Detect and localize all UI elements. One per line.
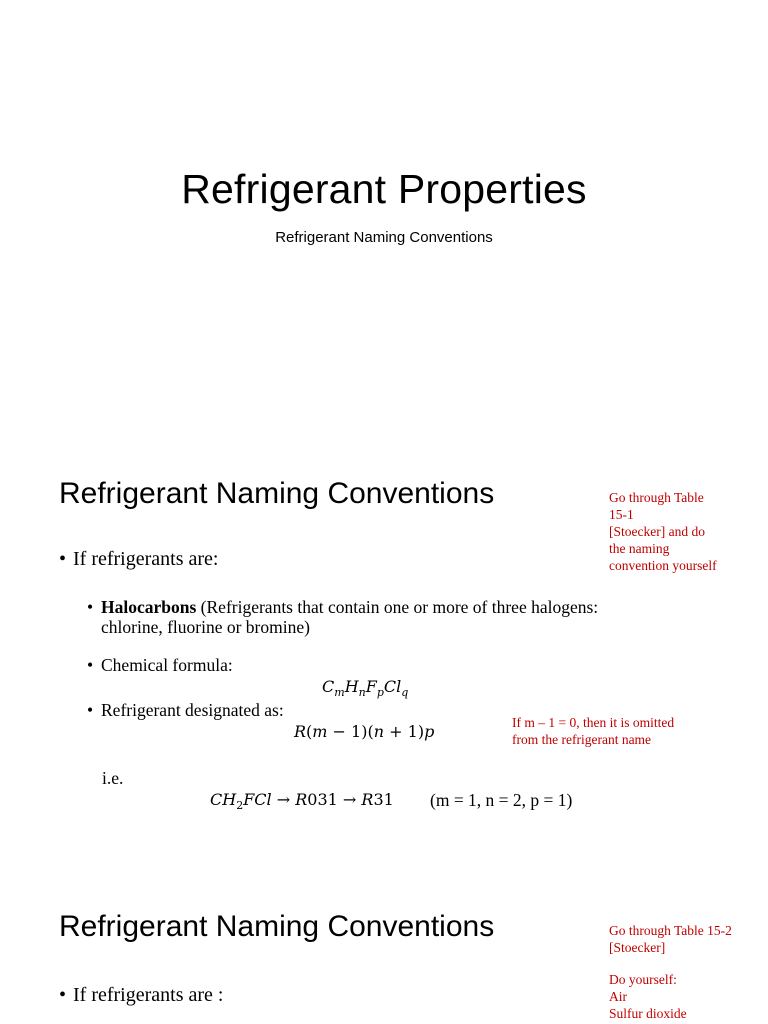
note-table-15-1 (609, 489, 749, 574)
formula-symbol: ) (417, 722, 425, 741)
bullet-if-refrigerants (59, 548, 218, 571)
presentation-subtitle: Refrigerant Naming Conventions (275, 229, 493, 246)
formula-subscript: n (358, 686, 366, 699)
halocarbons-definition: (Refrigerants that contain one or more of three halogens: (196, 597, 599, 617)
slide-heading: Refrigerant Naming Conventions (59, 910, 495, 943)
note-line: convention yourself (609, 558, 717, 573)
note-line: [Stoecker] and do (609, 524, 705, 539)
bullet-text: If refrigerants are : (73, 984, 224, 1006)
formula-subscript: m (334, 686, 345, 699)
presentation-title: Refrigerant Properties (181, 166, 587, 212)
arrow-icon: → (337, 790, 362, 809)
formula-symbol: 1 (407, 722, 418, 741)
formula-symbol: ( (306, 722, 313, 741)
note-line: If m – 1 = 0, then it is omitted (512, 715, 675, 730)
note-line: [Stoecker] (609, 940, 666, 955)
halocarbons-definition-cont: chlorine, fluorine or bromine) (101, 617, 310, 637)
formula-subscript: p (376, 686, 384, 699)
bullet-chemical-formula (87, 655, 667, 675)
example-values: (m = 1, n = 2, p = 1) (430, 790, 573, 810)
formula-symbol: ( (367, 722, 374, 741)
formula-symbol: 31 (373, 790, 394, 809)
note-omit (512, 714, 732, 748)
formula-symbol: R (294, 722, 307, 741)
note-line: Do yourself: (609, 972, 677, 987)
formula-symbol: 031 (307, 790, 338, 809)
note-line: Air (609, 989, 627, 1004)
bullet-halocarbons (87, 597, 667, 637)
arrow-icon: → (271, 790, 296, 809)
ie-label: i.e. (102, 768, 124, 788)
formula-symbol: Cl (383, 677, 402, 696)
formula-symbol: − (327, 722, 352, 741)
bullet-text: Chemical formula: (101, 655, 233, 675)
formula-symbol: C (210, 790, 223, 809)
note-line: Sulfur dioxide (609, 1006, 687, 1021)
bullet-dot: • (59, 548, 67, 570)
formula-symbol: R (295, 790, 308, 809)
formula-symbol: F (365, 677, 377, 696)
formula-symbol: FCl (243, 790, 272, 809)
formula-subscript: 2 (236, 799, 244, 812)
slide-heading: Refrigerant Naming Conventions (59, 477, 495, 510)
bullet-dot: • (59, 984, 67, 1006)
formula-symbol: H (344, 677, 359, 696)
formula-symbol: R (361, 790, 374, 809)
formula-symbol: n (373, 722, 385, 741)
bullet-dot: • (87, 597, 94, 617)
bullet-dot: • (87, 655, 94, 675)
halocarbons-term: Halocarbons (101, 597, 197, 617)
formula-subscript: q (401, 686, 409, 699)
note-table-15-2 (609, 922, 759, 956)
slide-other-refrigerants (0, 864, 768, 1024)
note-line: Go through Table 15-2 (609, 923, 732, 938)
formula-example (210, 790, 394, 812)
bullet-text: If refrigerants are: (73, 548, 219, 570)
bullet-text: Refrigerant designated as: (101, 700, 284, 720)
note-line: the naming (609, 541, 670, 556)
formula-designation (294, 722, 434, 741)
bullet-if-refrigerants (59, 984, 223, 1007)
formula-symbol: H (222, 790, 237, 809)
formula-symbol: + (384, 722, 408, 741)
note-line: 15-1 (609, 507, 634, 522)
slide-title (0, 0, 768, 432)
formula-symbol: 1 (351, 722, 362, 741)
formula-symbol: p (424, 722, 435, 741)
bullet-dot: • (87, 700, 94, 720)
formula-symbol: ) (361, 722, 368, 741)
formula-general (322, 677, 408, 699)
formula-symbol: C (322, 677, 335, 696)
formula-symbol: m (312, 722, 328, 741)
note-do-yourself (609, 971, 759, 1022)
note-line: Go through Table (609, 490, 704, 505)
note-line: from the refrigerant name (512, 732, 652, 747)
slide-halocarbons (0, 432, 768, 864)
